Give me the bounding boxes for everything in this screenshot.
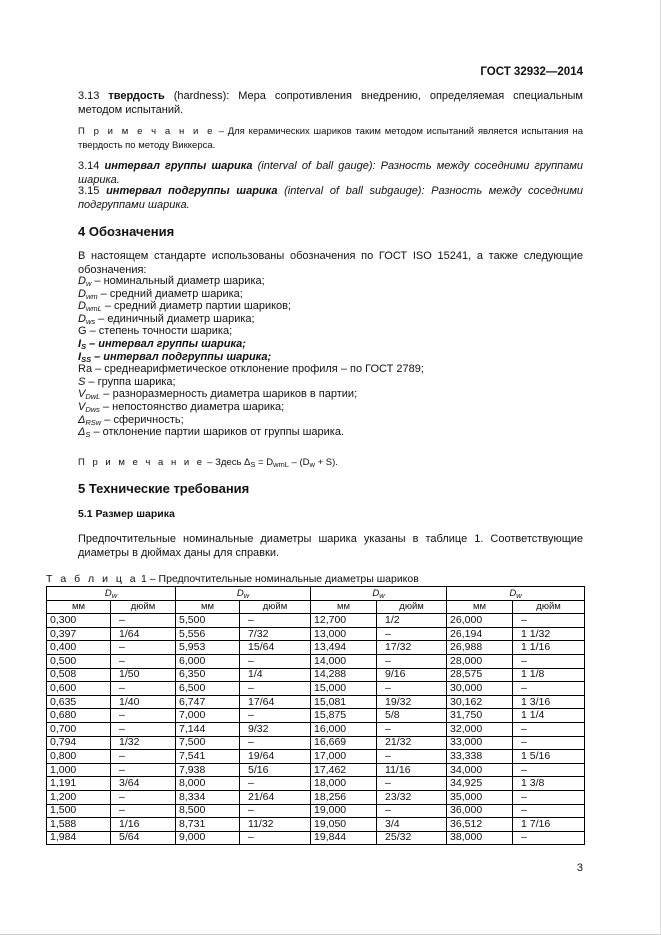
section-5-1-title: 5.1 Размер шарика: [78, 508, 175, 520]
term-definition: (hardness): Мера сопротивления внедрению, определяемая специальным методом испытаний.: [78, 90, 583, 116]
col-mm: мм: [47, 600, 111, 614]
cell-inch: –: [513, 790, 585, 804]
document-code: ГОСТ 32932—2014: [480, 66, 583, 78]
cell-mm: 36,512: [447, 818, 513, 832]
cell-mm: 33,338: [447, 750, 513, 764]
diameters-table: [46, 586, 585, 845]
cell-mm: 17,000: [311, 750, 377, 764]
table-row: [47, 831, 585, 845]
cell-inch: –: [240, 682, 311, 696]
table-row: [47, 790, 585, 804]
cell-inch: –: [513, 722, 585, 736]
cell-inch: –: [111, 763, 176, 777]
cell-inch: 19/32: [377, 695, 447, 709]
cell-inch: –: [377, 682, 447, 696]
cell-inch: –: [513, 614, 585, 628]
table-row: [47, 804, 585, 818]
cell-inch: 21/32: [377, 736, 447, 750]
cell-inch: –: [513, 736, 585, 750]
cell-mm: 34,000: [447, 763, 513, 777]
section-5-title: 5 Технические требования: [78, 481, 250, 496]
cell-mm: 1,500: [47, 804, 111, 818]
cell-mm: 0,680: [47, 709, 111, 723]
cell-inch: 1/40: [111, 695, 176, 709]
term-3-14: [78, 160, 583, 187]
table-row: [47, 722, 585, 736]
cell-mm: 5,953: [176, 641, 240, 655]
table-unit-header: [47, 600, 585, 614]
cell-inch: 21/64: [240, 790, 311, 804]
term-name: интервал подгруппы шарика: [106, 185, 278, 197]
symbol-item: $D_{wm}$ – средний диаметр шарика;: [78, 287, 243, 301]
cell-mm: 7,500: [176, 736, 240, 750]
col-mm: мм: [311, 600, 377, 614]
cell-inch: –: [240, 831, 311, 845]
col-mm: мм: [176, 600, 240, 614]
cell-inch: –: [240, 654, 311, 668]
cell-mm: 15,000: [311, 682, 377, 696]
cell-mm: 18,000: [311, 777, 377, 791]
cell-inch: –: [377, 722, 447, 736]
cell-inch: 1/50: [111, 668, 176, 682]
symbol-item: $D_{ws}$ – единичный диаметр шарика;: [78, 312, 255, 326]
term-3-15: [78, 185, 583, 212]
cell-inch: 11/16: [377, 763, 447, 777]
cell-mm: 26,000: [447, 614, 513, 628]
table-row: [47, 777, 585, 791]
cell-mm: 18,256: [311, 790, 377, 804]
cell-inch: –: [240, 614, 311, 628]
cell-mm: 0,400: [47, 641, 111, 655]
symbol-item: S – группа шарика;: [78, 375, 176, 388]
col-inch: дюйм: [111, 600, 176, 614]
cell-mm: 0,600: [47, 682, 111, 696]
cell-inch: 1 1/4: [513, 709, 585, 723]
cell-mm: 38,000: [447, 831, 513, 845]
cell-mm: 16,000: [311, 722, 377, 736]
cell-inch: –: [513, 831, 585, 845]
cell-mm: 0,700: [47, 722, 111, 736]
section-5-1-text: Предпочтительные номинальные диаметры шарика указаны в таблице 1. Соответствующие диаметры в дюймах даны для справки.: [78, 533, 583, 559]
cell-mm: 1,588: [47, 818, 111, 832]
cell-inch: 7/32: [240, 627, 311, 641]
cell-mm: 7,541: [176, 750, 240, 764]
cell-mm: 1,984: [47, 831, 111, 845]
cell-inch: 17/64: [240, 695, 311, 709]
table-row: [47, 641, 585, 655]
cell-mm: 12,700: [311, 614, 377, 628]
table-row: [47, 695, 585, 709]
cell-mm: 19,000: [311, 804, 377, 818]
cell-mm: 0,794: [47, 736, 111, 750]
table-row: [47, 709, 585, 723]
cell-mm: 0,300: [47, 614, 111, 628]
table-row: [47, 818, 585, 832]
cell-mm: 34,925: [447, 777, 513, 791]
table-group-header: [47, 587, 585, 601]
cell-mm: 5,500: [176, 614, 240, 628]
cell-inch: –: [513, 654, 585, 668]
cell-mm: 0,508: [47, 668, 111, 682]
cell-mm: 14,288: [311, 668, 377, 682]
cell-mm: 17,462: [311, 763, 377, 777]
section-4-intro: В настоящем стандарте использованы обозначения по ГОСТ ISO 15241, а также следующие обозначения:: [78, 250, 583, 276]
cell-mm: 28,575: [447, 668, 513, 682]
cell-inch: 1/16: [111, 818, 176, 832]
term-definition: (interval of ball subgauge): Разность между соседними подгруппами шарика.: [78, 185, 583, 211]
cell-mm: 5,556: [176, 627, 240, 641]
cell-mm: 9,000: [176, 831, 240, 845]
cell-inch: –: [111, 654, 176, 668]
cell-mm: 7,144: [176, 722, 240, 736]
term-number: 3.15: [78, 185, 100, 197]
symbol-item: $I_S$ – интервал группы шарика;: [78, 337, 246, 351]
note-label: П р и м е ч а н и е: [78, 457, 205, 468]
cell-inch: –: [111, 804, 176, 818]
cell-mm: 6,000: [176, 654, 240, 668]
cell-mm: 8,500: [176, 804, 240, 818]
cell-inch: –: [111, 790, 176, 804]
symbol-item: G – степень точности шарика;: [78, 325, 233, 338]
symbol-item: $D_w$ – номинальный диаметр шарика;: [78, 275, 265, 288]
symbol-item: $\Delta_S$ – отклонение партии шариков от группы шарика.: [78, 426, 345, 440]
cell-inch: 11/32: [240, 818, 311, 832]
cell-mm: 19,050: [311, 818, 377, 832]
cell-inch: 1 7/16: [513, 818, 585, 832]
cell-inch: 1 1/8: [513, 668, 585, 682]
cell-mm: 1,191: [47, 777, 111, 791]
cell-inch: 3/64: [111, 777, 176, 791]
note-label: П р и м е ч а н и е: [78, 126, 215, 137]
term-number: 3.14: [78, 160, 100, 172]
cell-mm: 7,000: [176, 709, 240, 723]
cell-mm: 31,750: [447, 709, 513, 723]
term-name: интервал группы шарика: [104, 160, 253, 172]
note-text: – Для керамических шариков таким методом испытаний является испытания на твердость по методу Виккерса.: [78, 126, 583, 151]
note-delta: П р и м е ч а н и е – Здесь $\Delta_S = D_{wmL} - (D_w + S)$.: [78, 457, 338, 469]
cell-inch: –: [240, 709, 311, 723]
table-row: [47, 654, 585, 668]
cell-mm: 26,194: [447, 627, 513, 641]
cell-mm: 15,875: [311, 709, 377, 723]
group-header-1: $D_w$: [47, 587, 176, 601]
cell-mm: 19,844: [311, 831, 377, 845]
cell-mm: 0,800: [47, 750, 111, 764]
cell-inch: –: [240, 777, 311, 791]
symbol-list: [78, 275, 583, 439]
cell-inch: 1 5/16: [513, 750, 585, 764]
cell-inch: –: [377, 804, 447, 818]
cell-inch: 17/32: [377, 641, 447, 655]
table-row: [47, 682, 585, 696]
cell-mm: 16,669: [311, 736, 377, 750]
cell-inch: 1/32: [111, 736, 176, 750]
cell-inch: –: [377, 627, 447, 641]
table-row: [47, 614, 585, 628]
col-inch: дюйм: [377, 600, 447, 614]
cell-inch: 1/2: [377, 614, 447, 628]
cell-inch: –: [111, 682, 176, 696]
cell-mm: 30,162: [447, 695, 513, 709]
cell-inch: 1 3/16: [513, 695, 585, 709]
cell-inch: –: [240, 804, 311, 818]
cell-inch: 15/64: [240, 641, 311, 655]
cell-inch: –: [513, 804, 585, 818]
cell-inch: 5/8: [377, 709, 447, 723]
cell-mm: 0,500: [47, 654, 111, 668]
cell-inch: –: [111, 641, 176, 655]
cell-inch: –: [377, 750, 447, 764]
col-mm: мм: [447, 600, 513, 614]
cell-mm: 33,000: [447, 736, 513, 750]
group-header-2: $D_w$: [176, 587, 311, 601]
table-row: [47, 736, 585, 750]
cell-mm: 36,000: [447, 804, 513, 818]
cell-inch: 9/16: [377, 668, 447, 682]
cell-mm: 6,747: [176, 695, 240, 709]
table-row: [47, 627, 585, 641]
col-inch: дюйм: [240, 600, 311, 614]
section-4-title: 4 Обозначения: [78, 224, 175, 239]
cell-inch: 1 3/8: [513, 777, 585, 791]
table-row: [47, 750, 585, 764]
cell-mm: 26,988: [447, 641, 513, 655]
table-row: [47, 668, 585, 682]
cell-mm: 13,000: [311, 627, 377, 641]
cell-inch: 3/4: [377, 818, 447, 832]
cell-mm: 1,000: [47, 763, 111, 777]
cell-inch: –: [240, 736, 311, 750]
cell-mm: 0,397: [47, 627, 111, 641]
cell-mm: 6,350: [176, 668, 240, 682]
table-body: [47, 614, 585, 845]
cell-inch: 5/64: [111, 831, 176, 845]
note-vickers: [78, 125, 583, 152]
term-definition: (interval of ball gauge): Разность между соседними группами шарика.: [78, 160, 583, 186]
cell-mm: 30,000: [447, 682, 513, 696]
cell-mm: 8,000: [176, 777, 240, 791]
term-number: 3.13: [78, 90, 100, 102]
symbol-item: Ra – среднеарифметическое отклонение профиля – по ГОСТ 2789;: [78, 363, 424, 376]
symbol-item: $I_{SS}$ – интервал подгруппы шарика;: [78, 350, 272, 364]
cell-inch: –: [513, 682, 585, 696]
cell-mm: 1,200: [47, 790, 111, 804]
cell-mm: 6,500: [176, 682, 240, 696]
group-header-3: $D_w$: [311, 587, 447, 601]
cell-inch: 1 1/16: [513, 641, 585, 655]
cell-mm: 13,494: [311, 641, 377, 655]
cell-mm: 32,000: [447, 722, 513, 736]
cell-mm: 0,635: [47, 695, 111, 709]
cell-mm: 35,000: [447, 790, 513, 804]
term-name: твердость: [108, 90, 165, 102]
cell-inch: –: [111, 709, 176, 723]
cell-inch: –: [377, 777, 447, 791]
term-3-13: [78, 90, 583, 117]
cell-inch: 9/32: [240, 722, 311, 736]
table-caption: Т а б л и ц а 1 – Предпочтительные номинальные диаметры шариков: [46, 573, 419, 585]
cell-mm: 14,000: [311, 654, 377, 668]
cell-inch: 19/64: [240, 750, 311, 764]
symbol-item: $V_{Dws}$ – непостоянство диаметра шарика;: [78, 400, 285, 414]
symbol-item: $V_{DwL}$ – разноразмерность диаметра шариков в партии;: [78, 388, 358, 402]
col-inch: дюйм: [513, 600, 585, 614]
cell-inch: 1 1/32: [513, 627, 585, 641]
cell-inch: –: [111, 750, 176, 764]
cell-inch: –: [377, 654, 447, 668]
cell-inch: –: [111, 614, 176, 628]
cell-inch: 1/4: [240, 668, 311, 682]
cell-mm: 7,938: [176, 763, 240, 777]
cell-mm: 8,334: [176, 790, 240, 804]
cell-mm: 8,731: [176, 818, 240, 832]
cell-inch: 23/32: [377, 790, 447, 804]
symbol-item: $D_{wmL}$ – средний диаметр партии шариков;: [78, 300, 292, 314]
cell-inch: –: [111, 722, 176, 736]
table-row: [47, 763, 585, 777]
page-number: 3: [576, 862, 583, 874]
cell-mm: 15,081: [311, 695, 377, 709]
cell-inch: 1/64: [111, 627, 176, 641]
cell-mm: 28,000: [447, 654, 513, 668]
symbol-item: $\Delta_{RSw}$ – сферичность;: [78, 413, 184, 427]
group-header-4: $D_w$: [447, 587, 585, 601]
cell-inch: 5/16: [240, 763, 311, 777]
cell-inch: –: [513, 763, 585, 777]
cell-inch: 25/32: [377, 831, 447, 845]
